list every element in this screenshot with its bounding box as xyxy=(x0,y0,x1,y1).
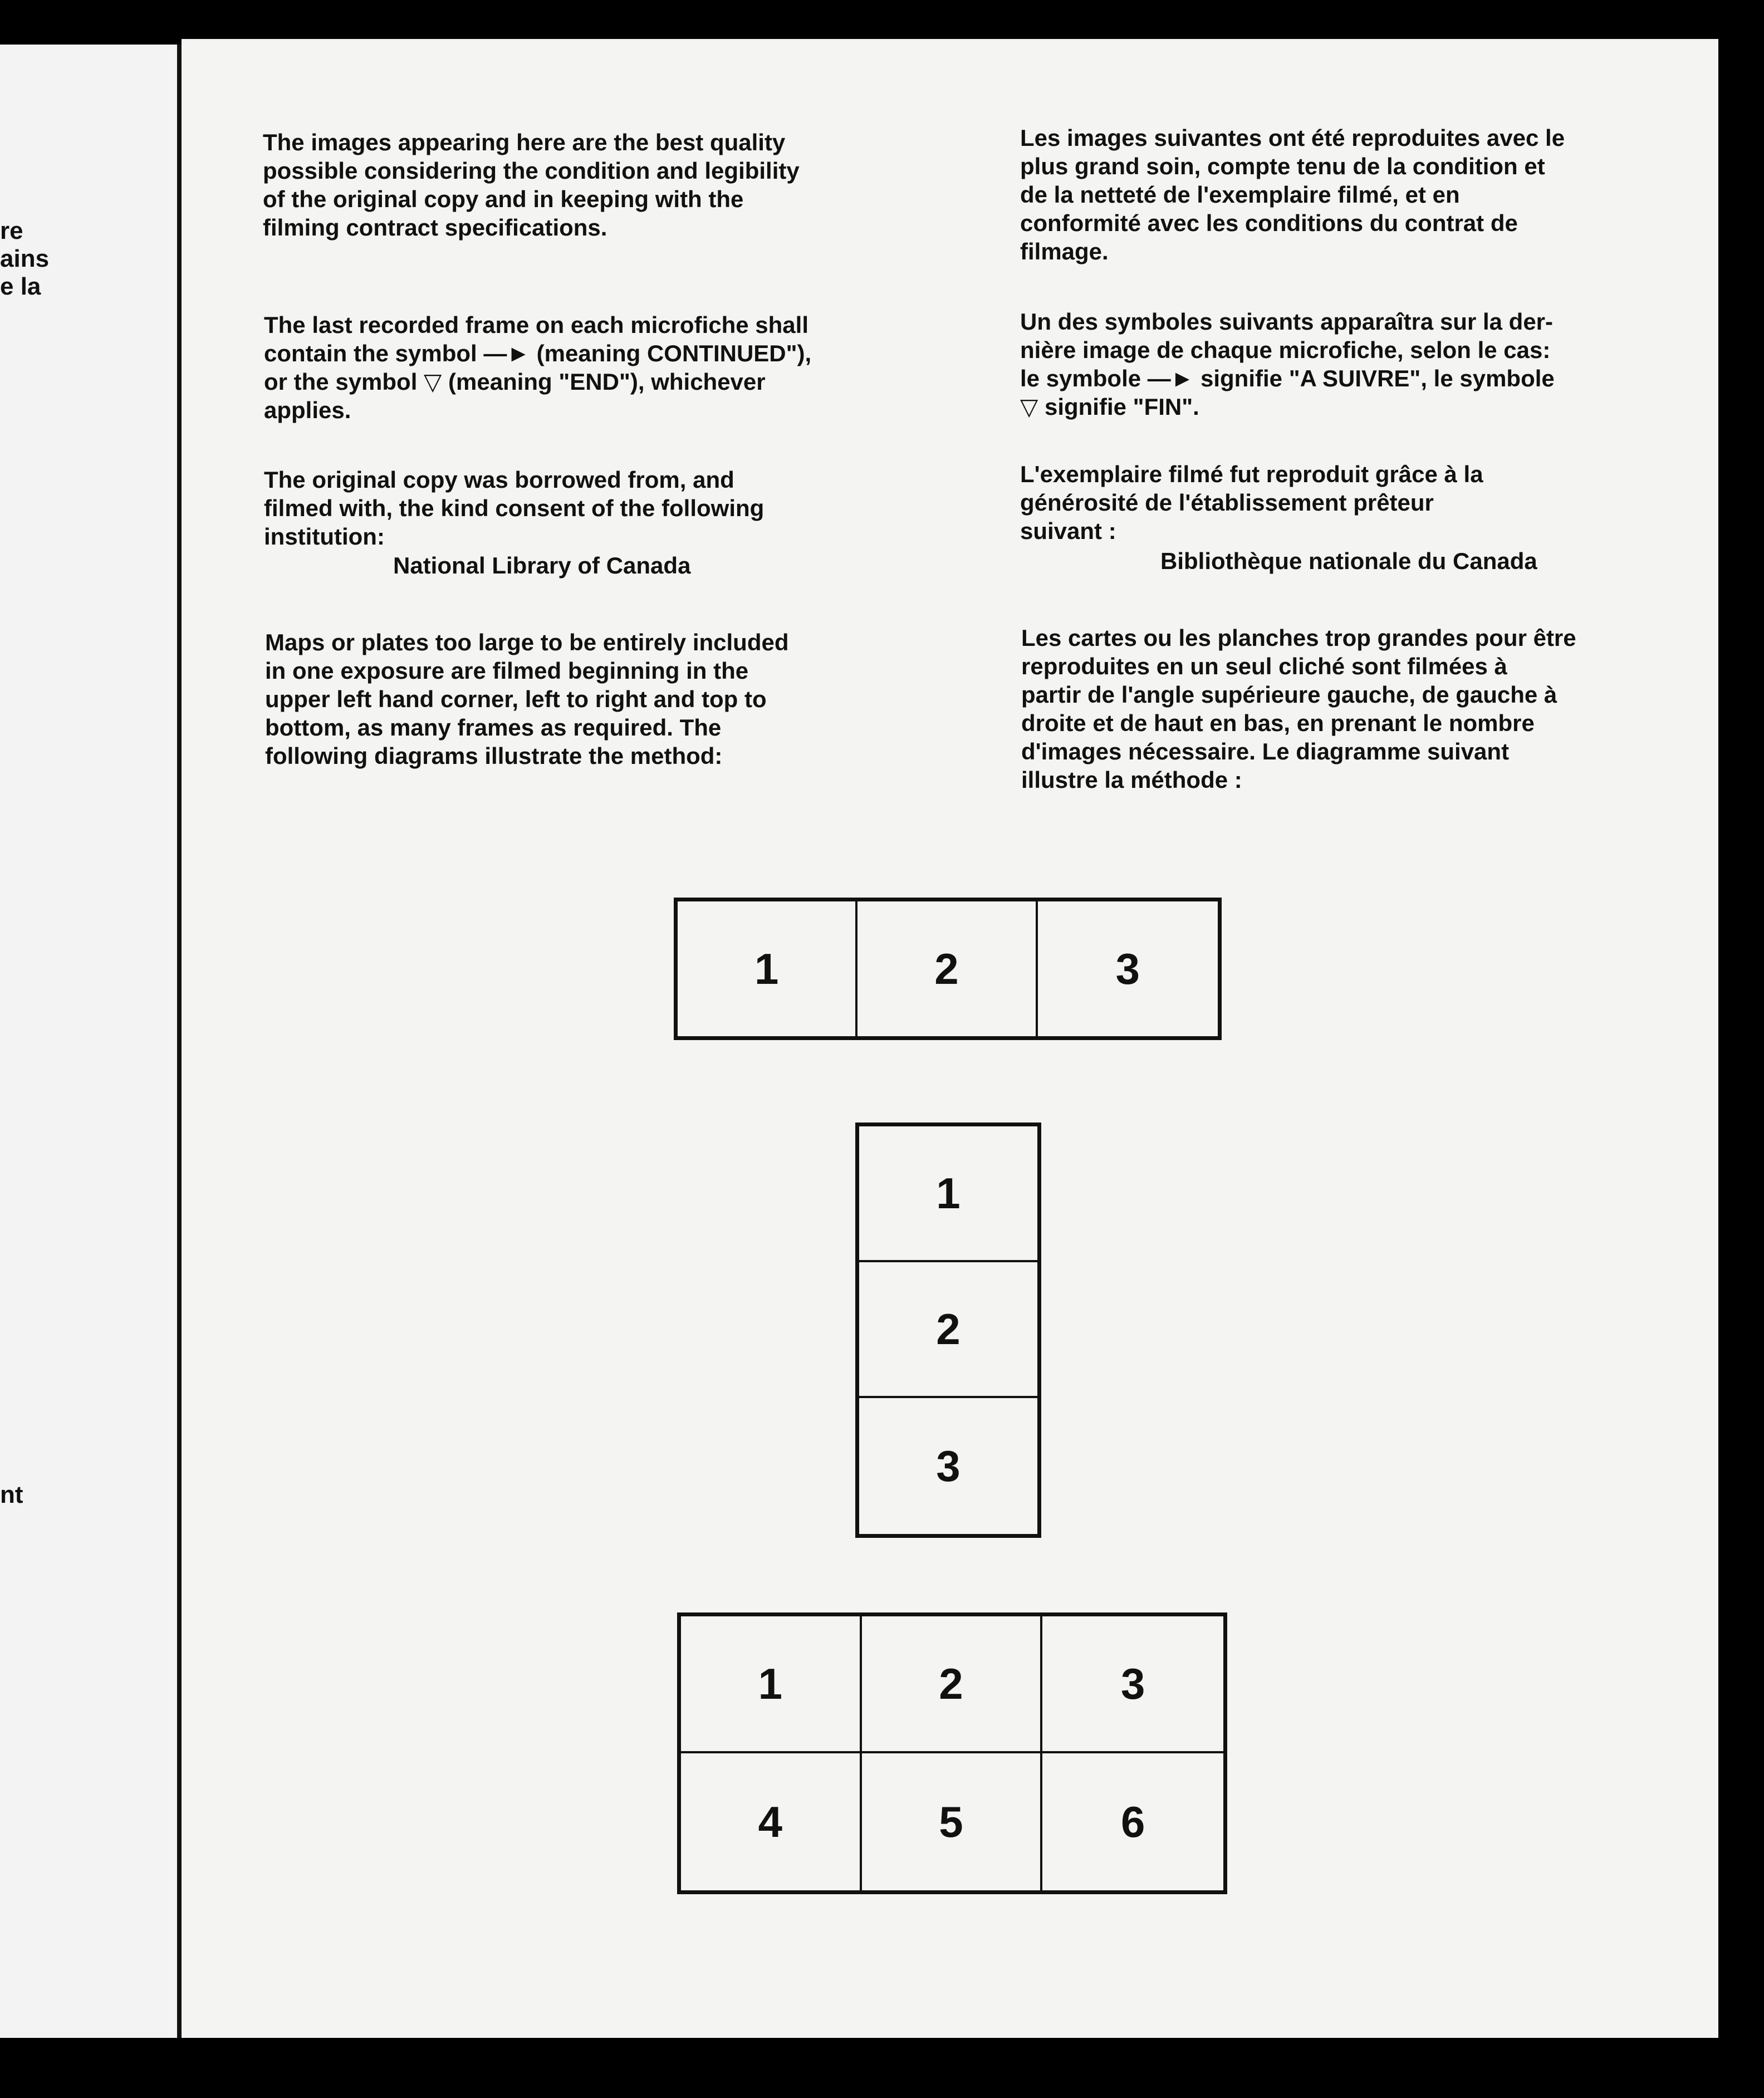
page-divider xyxy=(177,45,182,2038)
frame-cell: 1 xyxy=(681,1616,862,1753)
diagram-horizontal-frames xyxy=(674,898,1222,1040)
frame-cell: 1 xyxy=(859,1126,1037,1262)
french-last-frame-paragraph: Un des symboles suivants apparaîtra sur la der- nière image de chaque microfiche, selon le cas: le symbole —► signifie "A SUIVRE", le symbole ▽ signifie "FIN". xyxy=(1020,308,1555,420)
english-quality-paragraph: The images appearing here are the best quality possible considering the condition and legibility of the original copy and in keeping with the filming contract specifications. xyxy=(263,129,800,241)
previous-page-strip xyxy=(0,45,178,2038)
english-last-frame-paragraph: The last recorded frame on each microfiche shall contain the symbol —► (meaning CONTINUED"), or the symbol ▽ (meaning "END"), whichever applies. xyxy=(264,312,812,423)
frame-cell: 2 xyxy=(862,1616,1043,1753)
frame-cell: 3 xyxy=(1115,944,1140,993)
french-quality-paragraph: Les images suivantes ont été reproduites avec le plus grand soin, compte tenu de la condition et de la netteté de l'exemplaire filmé, et en conformité avec les conditions du contrat de filmage. xyxy=(1020,125,1565,264)
left-fragment: ains xyxy=(0,245,50,272)
frame-cell: 5 xyxy=(862,1753,1043,1890)
frame-cell: 3 xyxy=(936,1441,961,1491)
diagram-grid-frames xyxy=(677,1612,1227,1894)
frame-cell: 1 xyxy=(678,901,857,1036)
frame-cell: 3 xyxy=(1042,1616,1223,1753)
frame-cell: 2 xyxy=(859,1262,1037,1398)
english-maps-paragraph: Maps or plates too large to be entirely included in one exposure are filmed beginning in the upper left hand corner, left to right and top to bottom, as many frames as required. The following diagrams illustrate the method: xyxy=(265,629,789,769)
left-fragment: nt xyxy=(0,1481,23,1508)
english-institution-name: National Library of Canada xyxy=(393,552,691,579)
french-maps-paragraph: Les cartes ou les planches trop grandes pour être reproduites en un seul cliché sont filmées à partir de l'angle supérieure gauche, de gauche à droite et de haut en bas, en prenant le nombre d'images nécessaire. Le diagramme suivant illustre la méthode : xyxy=(1021,625,1576,793)
diagram-vertical-frames xyxy=(855,1122,1041,1538)
french-original-paragraph: L'exemplaire filmé fut reproduit grâce à la générosité de l'établissement prêteur suivant : xyxy=(1020,461,1483,544)
frame-cell: 6 xyxy=(1120,1797,1145,1846)
frame-cell: 2 xyxy=(857,901,1037,1036)
english-original-paragraph: The original copy was borrowed from, and filmed with, the kind consent of the following institution: xyxy=(264,467,765,550)
left-fragment: re xyxy=(0,217,23,244)
microfiche-target-page xyxy=(182,39,1718,2038)
left-fragment: e la xyxy=(0,273,41,300)
frame-cell: 4 xyxy=(681,1753,862,1890)
french-institution-name: Bibliothèque nationale du Canada xyxy=(1160,548,1537,574)
